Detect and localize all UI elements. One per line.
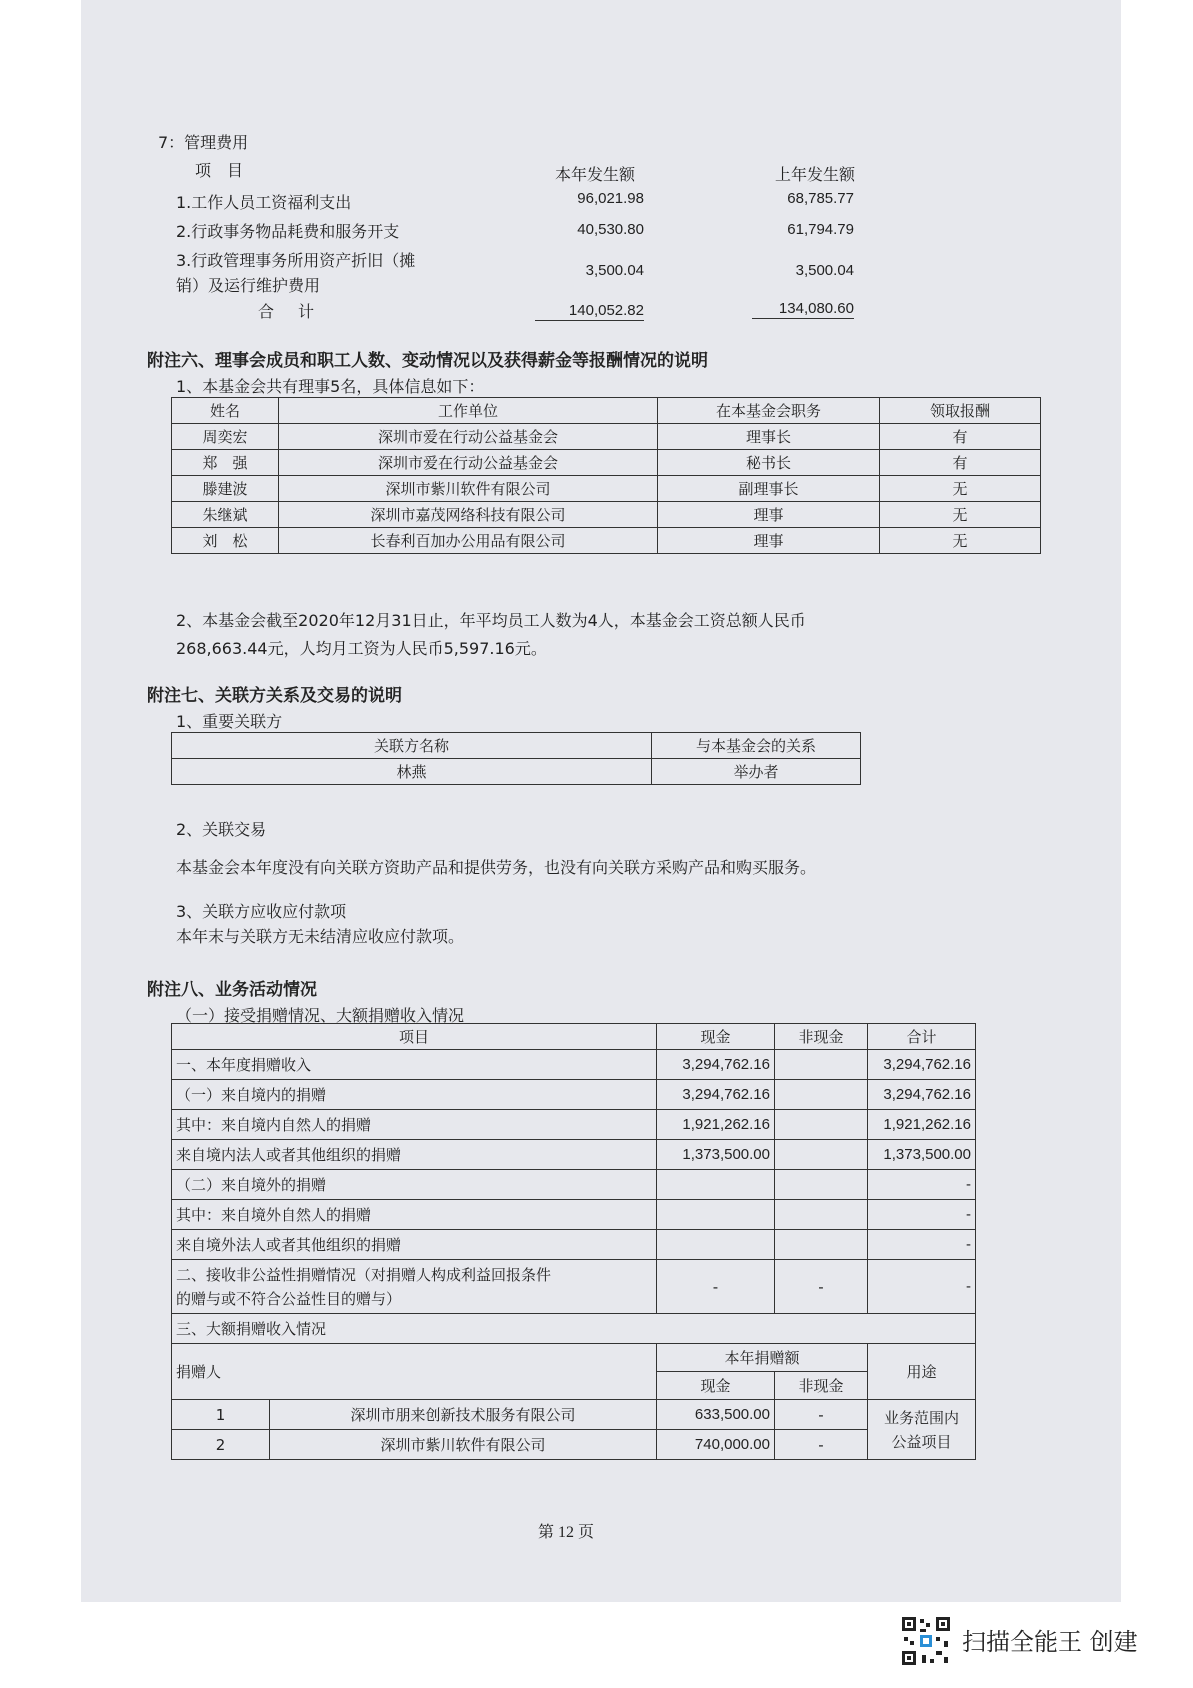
table-row bbox=[172, 1110, 976, 1140]
board-paid: 无 bbox=[880, 476, 1041, 502]
donation-row-cash bbox=[657, 1230, 775, 1260]
related-name: 林燕 bbox=[172, 759, 652, 785]
mgmt-row-1-current: 96,021.98 bbox=[577, 190, 644, 207]
donation-row-cash: - bbox=[657, 1260, 775, 1314]
donation-row-label: 来自境内法人或者其他组织的捐赠 bbox=[172, 1140, 657, 1170]
note-7-sub-2: 2、关联交易 bbox=[176, 820, 267, 839]
large-header-donor: 捐赠人 bbox=[172, 1344, 657, 1400]
nonpublic-label-line2: 的赠与或不符合公益性目的赠与） bbox=[176, 1289, 402, 1308]
donation-row-noncash bbox=[775, 1110, 868, 1140]
mgmt-row-3-label-line1: 3.行政管理事务所用资产折旧（摊 bbox=[176, 251, 416, 270]
board-employer: 深圳市嘉茂网络科技有限公司 bbox=[279, 502, 658, 528]
donation-row-noncash: - bbox=[775, 1260, 868, 1314]
section-7-title: 7：管理费用 bbox=[158, 133, 249, 152]
board-header-position: 在本基金会职务 bbox=[658, 398, 880, 424]
table-row bbox=[172, 1140, 976, 1170]
board-employer: 深圳市紫川软件有限公司 bbox=[279, 476, 658, 502]
board-paid: 无 bbox=[880, 528, 1041, 554]
table-row bbox=[172, 1080, 976, 1110]
note-7-sub-1: 1、重要关联方 bbox=[176, 712, 283, 731]
donation-row-noncash bbox=[775, 1170, 868, 1200]
note-7-sub-3: 3、关联方应收应付款项 bbox=[176, 902, 347, 921]
note-6-heading: 附注六、理事会成员和职工人数、变动情况以及获得薪金等报酬情况的说明 bbox=[147, 351, 708, 371]
donation-row-cash: 3,294,762.16 bbox=[657, 1080, 775, 1110]
table-row bbox=[172, 759, 861, 785]
page-number: 第 12 页 bbox=[538, 1524, 595, 1541]
board-name: 朱继斌 bbox=[172, 502, 279, 528]
donation-row-noncash bbox=[775, 1050, 868, 1080]
note-7-sub-2-text: 本基金会本年度没有向关联方资助产品和提供劳务，也没有向关联方采购产品和购买服务。 bbox=[176, 858, 817, 877]
donation-header-noncash: 非现金 bbox=[775, 1024, 868, 1050]
large-donor-cash: 633,500.00 bbox=[657, 1400, 775, 1430]
board-position: 理事 bbox=[658, 528, 880, 554]
purpose-line1: 业务范围内 bbox=[883, 1408, 959, 1427]
large-donor-index: 2 bbox=[172, 1430, 270, 1460]
note-6-sub-2-line2: 268,663.44元，人均月工资为人民币5,597.16元。 bbox=[176, 639, 547, 658]
board-position: 理事 bbox=[658, 502, 880, 528]
donation-row-total: - bbox=[868, 1230, 976, 1260]
board-name: 刘 松 bbox=[172, 528, 279, 554]
note-6-sub-1: 1、本基金会共有理事5名，具体信息如下： bbox=[176, 377, 485, 396]
donation-row-total: 3,294,762.16 bbox=[868, 1080, 976, 1110]
board-position: 理事长 bbox=[658, 424, 880, 450]
mgmt-row-2-prior: 61,794.79 bbox=[787, 221, 854, 238]
note-7-sub-3-text: 本年末与关联方无未结清应收应付款项。 bbox=[176, 927, 465, 946]
board-members-table bbox=[171, 397, 1041, 554]
mgmt-row-1-prior: 68,785.77 bbox=[787, 190, 854, 207]
donation-row-total: - bbox=[868, 1200, 976, 1230]
donation-row-label bbox=[172, 1260, 657, 1314]
note-8-heading: 附注八、业务活动情况 bbox=[147, 980, 317, 1000]
related-header-relation: 与本基金会的关系 bbox=[652, 733, 861, 759]
related-party-table bbox=[171, 732, 861, 785]
board-header-employer: 工作单位 bbox=[279, 398, 658, 424]
related-relation: 举办者 bbox=[652, 759, 861, 785]
mgmt-row-3-prior: 3,500.04 bbox=[795, 262, 854, 279]
donation-row-total: 1,373,500.00 bbox=[868, 1140, 976, 1170]
note-7-heading: 附注七、关联方关系及交易的说明 bbox=[147, 686, 402, 706]
large-donor-purpose bbox=[868, 1400, 976, 1460]
mgmt-col-item: 项 目 bbox=[195, 161, 244, 180]
board-name: 滕建波 bbox=[172, 476, 279, 502]
donation-row-noncash bbox=[775, 1230, 868, 1260]
table-row bbox=[172, 502, 1041, 528]
table-row bbox=[172, 1050, 976, 1080]
mgmt-row-2-current: 40,530.80 bbox=[577, 221, 644, 238]
large-donation-heading: 三、大额捐赠收入情况 bbox=[172, 1314, 976, 1344]
large-donor-noncash: - bbox=[775, 1400, 868, 1430]
donation-row-cash: 3,294,762.16 bbox=[657, 1050, 775, 1080]
table-row bbox=[172, 450, 1041, 476]
board-paid: 无 bbox=[880, 502, 1041, 528]
board-name: 郑 强 bbox=[172, 450, 279, 476]
note-6-sub-2-line1: 2、本基金会截至2020年12月31日止，年平均员工人数为4人，本基金会工资总额人民币 bbox=[176, 611, 806, 630]
table-row bbox=[172, 528, 1041, 554]
mgmt-row-2-label: 2.行政事务物品耗费和服务开支 bbox=[176, 222, 400, 241]
mgmt-row-3-current: 3,500.04 bbox=[585, 262, 644, 279]
donation-row-total: - bbox=[868, 1260, 976, 1314]
large-donor-name: 深圳市紫川软件有限公司 bbox=[270, 1430, 657, 1460]
board-employer: 长春利百加办公用品有限公司 bbox=[279, 528, 658, 554]
donation-row-total: 1,921,262.16 bbox=[868, 1110, 976, 1140]
board-position: 副理事长 bbox=[658, 476, 880, 502]
donation-row-cash: 1,921,262.16 bbox=[657, 1110, 775, 1140]
scanner-app-brand: 扫描全能王 创建 bbox=[962, 1628, 1138, 1656]
donation-header-item: 项目 bbox=[172, 1024, 657, 1050]
table-row bbox=[172, 1260, 976, 1314]
large-header-purpose: 用途 bbox=[868, 1344, 976, 1400]
donation-row-noncash bbox=[775, 1080, 868, 1110]
board-header-paid: 领取报酬 bbox=[880, 398, 1041, 424]
donation-row-total: 3,294,762.16 bbox=[868, 1050, 976, 1080]
table-row bbox=[172, 1430, 976, 1460]
table-row bbox=[172, 424, 1041, 450]
donation-row-label: 来自境外法人或者其他组织的捐赠 bbox=[172, 1230, 657, 1260]
large-header-amount: 本年捐赠额 bbox=[657, 1344, 868, 1372]
large-donor-name: 深圳市朋来创新技术服务有限公司 bbox=[270, 1400, 657, 1430]
donation-row-cash bbox=[657, 1170, 775, 1200]
board-employer: 深圳市爱在行动公益基金会 bbox=[279, 424, 658, 450]
donation-row-label: （二）来自境外的捐赠 bbox=[172, 1170, 657, 1200]
donation-row-label: 其中：来自境内自然人的捐赠 bbox=[172, 1110, 657, 1140]
purpose-line2: 公益项目 bbox=[891, 1432, 952, 1451]
table-row bbox=[172, 1200, 976, 1230]
table-row bbox=[172, 1170, 976, 1200]
board-employer: 深圳市爱在行动公益基金会 bbox=[279, 450, 658, 476]
mgmt-col-prior: 上年发生额 bbox=[775, 165, 856, 184]
donation-row-cash bbox=[657, 1200, 775, 1230]
mgmt-col-current: 本年发生额 bbox=[555, 165, 636, 184]
board-paid: 有 bbox=[880, 424, 1041, 450]
board-position: 秘书长 bbox=[658, 450, 880, 476]
large-donor-noncash: - bbox=[775, 1430, 868, 1460]
board-header-name: 姓名 bbox=[172, 398, 279, 424]
qr-code-icon bbox=[900, 1615, 952, 1667]
donation-row-label: 其中：来自境外自然人的捐赠 bbox=[172, 1200, 657, 1230]
table-row bbox=[172, 476, 1041, 502]
nonpublic-label-line1: 二、接收非公益性捐赠情况（对捐赠人构成利益回报条件 bbox=[176, 1265, 552, 1284]
note-8-sub-1: （一）接受捐赠情况、大额捐赠收入情况 bbox=[176, 1006, 465, 1025]
large-donor-index: 1 bbox=[172, 1400, 270, 1430]
donation-header-cash: 现金 bbox=[657, 1024, 775, 1050]
mgmt-total-current: 140,052.82 bbox=[535, 302, 644, 321]
donation-row-total: - bbox=[868, 1170, 976, 1200]
board-name: 周奕宏 bbox=[172, 424, 279, 450]
mgmt-row-1-label: 1.工作人员工资福利支出 bbox=[176, 193, 352, 212]
large-header-noncash: 非现金 bbox=[775, 1372, 868, 1400]
donation-header-total: 合计 bbox=[868, 1024, 976, 1050]
mgmt-total-label: 合计 bbox=[258, 302, 339, 321]
board-paid: 有 bbox=[880, 450, 1041, 476]
related-header-name: 关联方名称 bbox=[172, 733, 652, 759]
donation-row-cash: 1,373,500.00 bbox=[657, 1140, 775, 1170]
donation-row-noncash bbox=[775, 1200, 868, 1230]
large-donor-cash: 740,000.00 bbox=[657, 1430, 775, 1460]
donation-row-noncash bbox=[775, 1140, 868, 1170]
table-row bbox=[172, 1230, 976, 1260]
mgmt-row-3-label-line2: 销）及运行维护费用 bbox=[176, 276, 321, 295]
donation-table bbox=[171, 1023, 976, 1460]
mgmt-total-prior: 134,080.60 bbox=[752, 300, 854, 319]
donation-row-label: （一）来自境内的捐赠 bbox=[172, 1080, 657, 1110]
table-row bbox=[172, 1400, 976, 1430]
donation-row-label: 一、本年度捐赠收入 bbox=[172, 1050, 657, 1080]
large-header-cash: 现金 bbox=[657, 1372, 775, 1400]
